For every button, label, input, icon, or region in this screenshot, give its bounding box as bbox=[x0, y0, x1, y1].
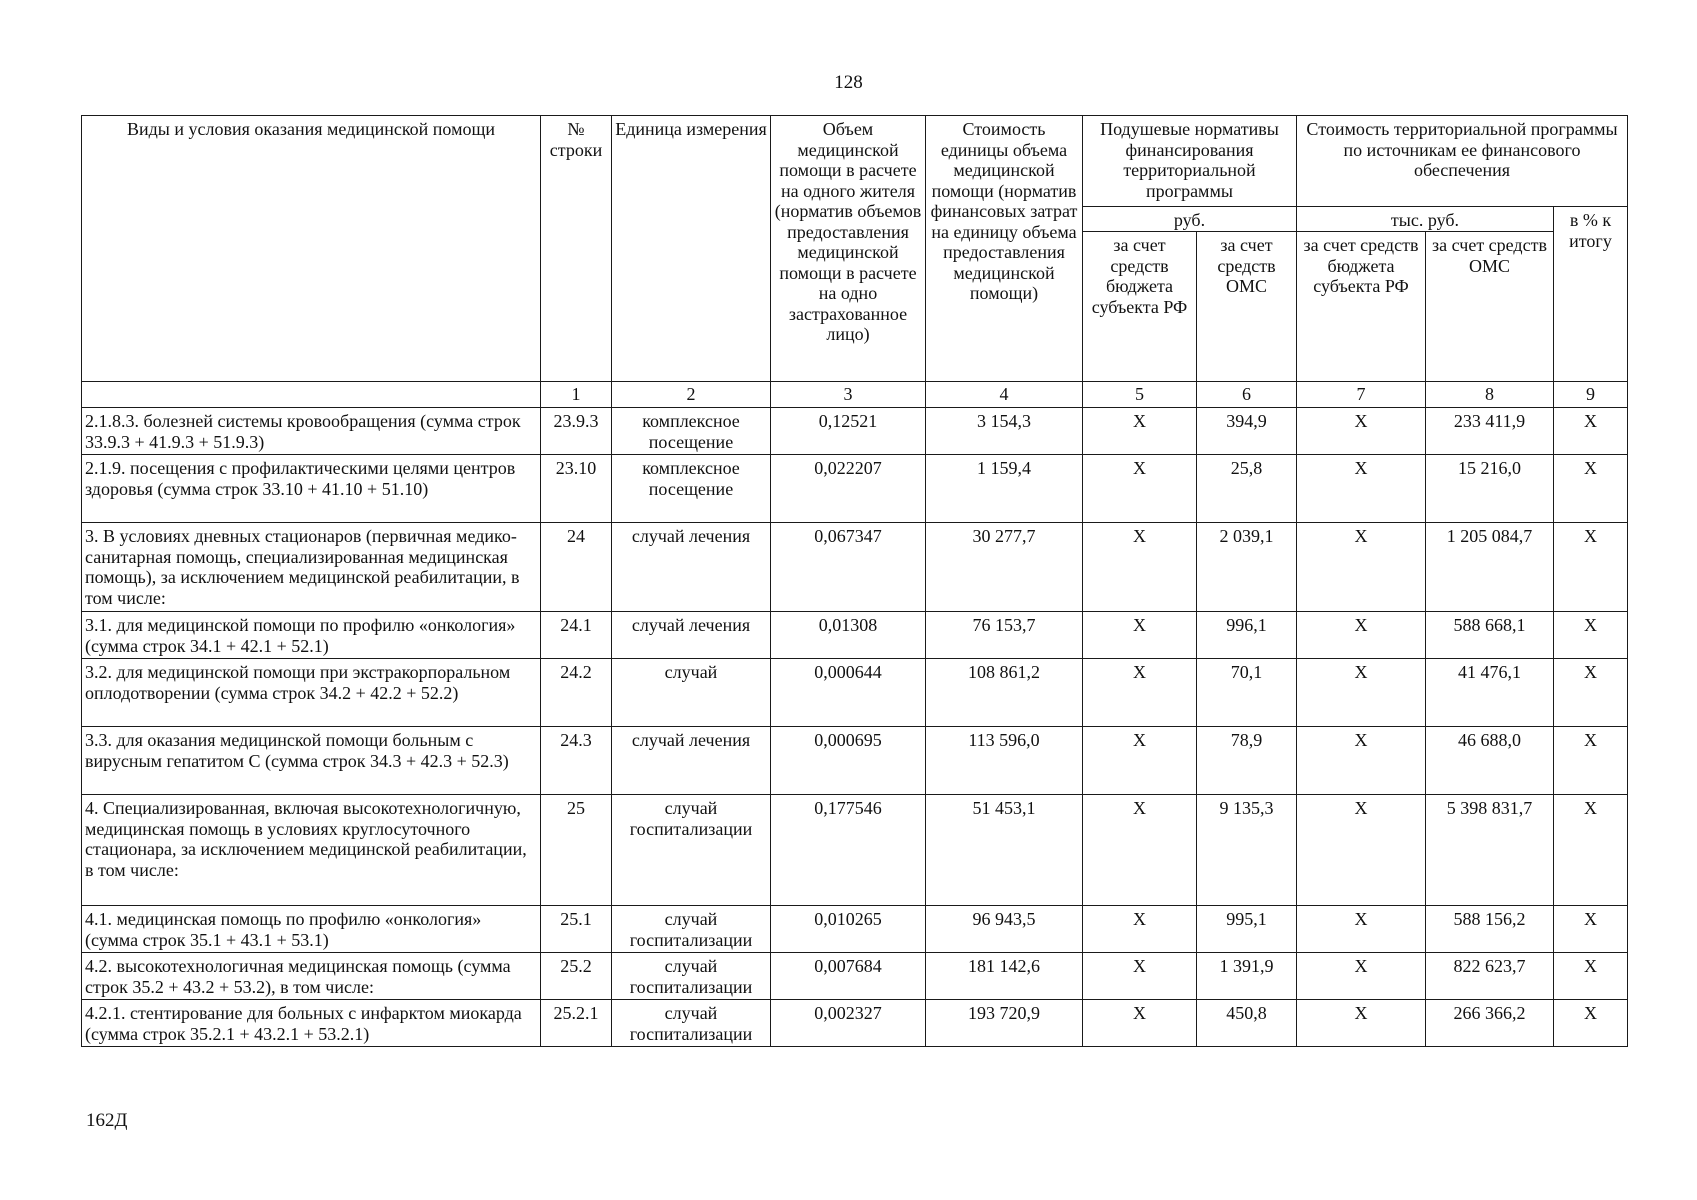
row-unit: случай госпитализации bbox=[612, 1000, 771, 1047]
column-number-row bbox=[82, 382, 1628, 408]
column-number: 7 bbox=[1297, 382, 1426, 408]
row-budget-thousand: X bbox=[1297, 523, 1426, 612]
header-cost-by-source-group: Стоимость территориальной программы по источникам ее финансового обеспечения bbox=[1297, 116, 1628, 207]
page-number: 128 bbox=[834, 72, 863, 93]
table-row bbox=[82, 1000, 1628, 1047]
row-unit: комплексное посещение bbox=[612, 408, 771, 455]
column-number: 8 bbox=[1426, 382, 1554, 408]
row-number: 24.3 bbox=[541, 727, 612, 795]
row-budget-thousand: X bbox=[1297, 1000, 1426, 1047]
row-oms-thousand: 41 476,1 bbox=[1426, 659, 1554, 727]
row-oms-thousand: 5 398 831,7 bbox=[1426, 795, 1554, 906]
row-oms-rub: 394,9 bbox=[1197, 408, 1297, 455]
row-budget-thousand: X bbox=[1297, 455, 1426, 523]
row-name: 3.3. для оказания медицинской помощи больным с вирусным гепатитом С (сумма строк 34.3 + 42.3 + 52.3) bbox=[82, 727, 541, 795]
row-oms-thousand: 822 623,7 bbox=[1426, 953, 1554, 1000]
row-percent: X bbox=[1554, 455, 1628, 523]
row-name: 4.2. высокотехнологичная медицинская помощь (сумма строк 35.2 + 43.2 + 53.2), в том числе: bbox=[82, 953, 541, 1000]
header-budget-thousand: за счет средств бюджета субъекта РФ bbox=[1297, 232, 1426, 382]
header-row-number: № строки bbox=[541, 116, 612, 382]
table-row bbox=[82, 408, 1628, 455]
row-unit: случай госпитализации bbox=[612, 953, 771, 1000]
row-oms-rub: 78,9 bbox=[1197, 727, 1297, 795]
row-unit: случай лечения bbox=[612, 727, 771, 795]
column-number: 4 bbox=[926, 382, 1083, 408]
row-budget-rub: X bbox=[1083, 1000, 1197, 1047]
table-row bbox=[82, 523, 1628, 612]
row-budget-thousand: X bbox=[1297, 906, 1426, 953]
row-number: 24.1 bbox=[541, 612, 612, 659]
row-budget-rub: X bbox=[1083, 408, 1197, 455]
row-oms-rub: 9 135,3 bbox=[1197, 795, 1297, 906]
row-volume: 0,000644 bbox=[771, 659, 926, 727]
table-row bbox=[82, 612, 1628, 659]
row-unit: случай bbox=[612, 659, 771, 727]
row-name: 2.1.9. посещения с профилактическими целями центров здоровья (сумма строк 33.10 + 41.10 + 51.10) bbox=[82, 455, 541, 523]
document-code: 162Д bbox=[86, 1110, 128, 1131]
row-number: 23.9.3 bbox=[541, 408, 612, 455]
row-volume: 0,022207 bbox=[771, 455, 926, 523]
row-unit-cost: 181 142,6 bbox=[926, 953, 1083, 1000]
row-percent: X bbox=[1554, 1000, 1628, 1047]
column-number-blank bbox=[82, 382, 541, 408]
row-percent: X bbox=[1554, 659, 1628, 727]
row-oms-rub: 2 039,1 bbox=[1197, 523, 1297, 612]
row-oms-rub: 25,8 bbox=[1197, 455, 1297, 523]
header-budget-rub: за счет средств бюджета субъекта РФ bbox=[1083, 232, 1197, 382]
header-unit-rub: руб. bbox=[1083, 207, 1297, 232]
row-unit-cost: 113 596,0 bbox=[926, 727, 1083, 795]
row-budget-rub: X bbox=[1083, 795, 1197, 906]
row-oms-thousand: 266 366,2 bbox=[1426, 1000, 1554, 1047]
row-unit: комплексное посещение bbox=[612, 455, 771, 523]
row-unit: случай лечения bbox=[612, 612, 771, 659]
row-percent: X bbox=[1554, 953, 1628, 1000]
table-row bbox=[82, 659, 1628, 727]
header-unit-thousand-rub: тыс. руб. bbox=[1297, 207, 1554, 232]
row-volume: 0,007684 bbox=[771, 953, 926, 1000]
table-row bbox=[82, 727, 1628, 795]
row-oms-thousand: 588 156,2 bbox=[1426, 906, 1554, 953]
column-number: 2 bbox=[612, 382, 771, 408]
header-unit-cost: Стоимость единицы объема медицинской помощи (норматив финансовых затрат на единицу объема предоставления медицинской помощи) bbox=[926, 116, 1083, 382]
row-oms-rub: 996,1 bbox=[1197, 612, 1297, 659]
row-budget-thousand: X bbox=[1297, 953, 1426, 1000]
row-unit-cost: 1 159,4 bbox=[926, 455, 1083, 523]
row-oms-rub: 1 391,9 bbox=[1197, 953, 1297, 1000]
row-budget-thousand: X bbox=[1297, 659, 1426, 727]
row-number: 25.1 bbox=[541, 906, 612, 953]
row-budget-rub: X bbox=[1083, 659, 1197, 727]
row-budget-rub: X bbox=[1083, 455, 1197, 523]
row-name: 3.2. для медицинской помощи при экстракорпоральном оплодотворении (сумма строк 34.2 + 42.2 + 52.2) bbox=[82, 659, 541, 727]
header-oms-thousand: за счет средств ОМС bbox=[1426, 232, 1554, 382]
row-budget-rub: X bbox=[1083, 612, 1197, 659]
row-volume: 0,000695 bbox=[771, 727, 926, 795]
row-number: 25.2.1 bbox=[541, 1000, 612, 1047]
row-volume: 0,067347 bbox=[771, 523, 926, 612]
row-budget-thousand: X bbox=[1297, 727, 1426, 795]
row-oms-rub: 995,1 bbox=[1197, 906, 1297, 953]
header-volume: Объем медицинской помощи в расчете на одного жителя (норматив объемов предоставления медицинской помощи в расчете на одно застрахованное лицо) bbox=[771, 116, 926, 382]
row-unit-cost: 76 153,7 bbox=[926, 612, 1083, 659]
row-volume: 0,12521 bbox=[771, 408, 926, 455]
row-percent: X bbox=[1554, 727, 1628, 795]
row-name: 2.1.8.3. болезней системы кровообращения (сумма строк 33.9.3 + 41.9.3 + 51.9.3) bbox=[82, 408, 541, 455]
row-number: 24.2 bbox=[541, 659, 612, 727]
row-percent: X bbox=[1554, 612, 1628, 659]
row-budget-thousand: X bbox=[1297, 612, 1426, 659]
financing-table bbox=[81, 115, 1628, 1047]
header-per-capita-group: Подушевые нормативы финансирования территориальной программы bbox=[1083, 116, 1297, 207]
row-budget-thousand: X bbox=[1297, 795, 1426, 906]
row-unit-cost: 96 943,5 bbox=[926, 906, 1083, 953]
row-oms-thousand: 233 411,9 bbox=[1426, 408, 1554, 455]
row-oms-thousand: 15 216,0 bbox=[1426, 455, 1554, 523]
column-number: 5 bbox=[1083, 382, 1197, 408]
row-number: 23.10 bbox=[541, 455, 612, 523]
row-percent: X bbox=[1554, 906, 1628, 953]
column-number: 1 bbox=[541, 382, 612, 408]
row-budget-rub: X bbox=[1083, 906, 1197, 953]
row-unit-cost: 30 277,7 bbox=[926, 523, 1083, 612]
header-unit: Единица измерения bbox=[612, 116, 771, 382]
column-number: 9 bbox=[1554, 382, 1628, 408]
row-oms-thousand: 588 668,1 bbox=[1426, 612, 1554, 659]
row-budget-rub: X bbox=[1083, 727, 1197, 795]
row-name: 3.1. для медицинской помощи по профилю «онкология» (сумма строк 34.1 + 42.1 + 52.1) bbox=[82, 612, 541, 659]
row-volume: 0,177546 bbox=[771, 795, 926, 906]
row-budget-thousand: X bbox=[1297, 408, 1426, 455]
row-name: 4.2.1. стентирование для больных с инфарктом миокарда (сумма строк 35.2.1 + 43.2.1 + 53.2.1) bbox=[82, 1000, 541, 1047]
table-row bbox=[82, 906, 1628, 953]
row-oms-thousand: 1 205 084,7 bbox=[1426, 523, 1554, 612]
row-percent: X bbox=[1554, 795, 1628, 906]
row-percent: X bbox=[1554, 408, 1628, 455]
row-percent: X bbox=[1554, 523, 1628, 612]
row-unit: случай госпитализации bbox=[612, 906, 771, 953]
row-volume: 0,002327 bbox=[771, 1000, 926, 1047]
column-number: 6 bbox=[1197, 382, 1297, 408]
table-row bbox=[82, 455, 1628, 523]
row-name: 3. В условиях дневных стационаров (первичная медико-санитарная помощь, специализированная медицинская помощь), за исключением медицинской реабилитации, в том числе: bbox=[82, 523, 541, 612]
row-number: 24 bbox=[541, 523, 612, 612]
table-row bbox=[82, 795, 1628, 906]
row-unit-cost: 3 154,3 bbox=[926, 408, 1083, 455]
row-budget-rub: X bbox=[1083, 523, 1197, 612]
table-row bbox=[82, 953, 1628, 1000]
row-name: 4. Специализированная, включая высокотехнологичную, медицинская помощь в условиях круглосуточного стационара, за исключением медицинской реабилитации, в том числе: bbox=[82, 795, 541, 906]
row-name: 4.1. медицинская помощь по профилю «онкология» (сумма строк 35.1 + 43.1 + 53.1) bbox=[82, 906, 541, 953]
row-oms-rub: 450,8 bbox=[1197, 1000, 1297, 1047]
row-unit-cost: 51 453,1 bbox=[926, 795, 1083, 906]
column-number: 3 bbox=[771, 382, 926, 408]
row-volume: 0,01308 bbox=[771, 612, 926, 659]
row-oms-thousand: 46 688,0 bbox=[1426, 727, 1554, 795]
row-number: 25.2 bbox=[541, 953, 612, 1000]
row-unit-cost: 108 861,2 bbox=[926, 659, 1083, 727]
header-oms-rub: за счет средств ОМС bbox=[1197, 232, 1297, 382]
row-volume: 0,010265 bbox=[771, 906, 926, 953]
row-budget-rub: X bbox=[1083, 953, 1197, 1000]
header-percent-total: в % к итогу bbox=[1554, 207, 1628, 382]
row-unit: случай лечения bbox=[612, 523, 771, 612]
row-unit: случай госпитализации bbox=[612, 795, 771, 906]
header-name: Виды и условия оказания медицинской помощи bbox=[82, 116, 541, 382]
row-number: 25 bbox=[541, 795, 612, 906]
row-unit-cost: 193 720,9 bbox=[926, 1000, 1083, 1047]
row-oms-rub: 70,1 bbox=[1197, 659, 1297, 727]
